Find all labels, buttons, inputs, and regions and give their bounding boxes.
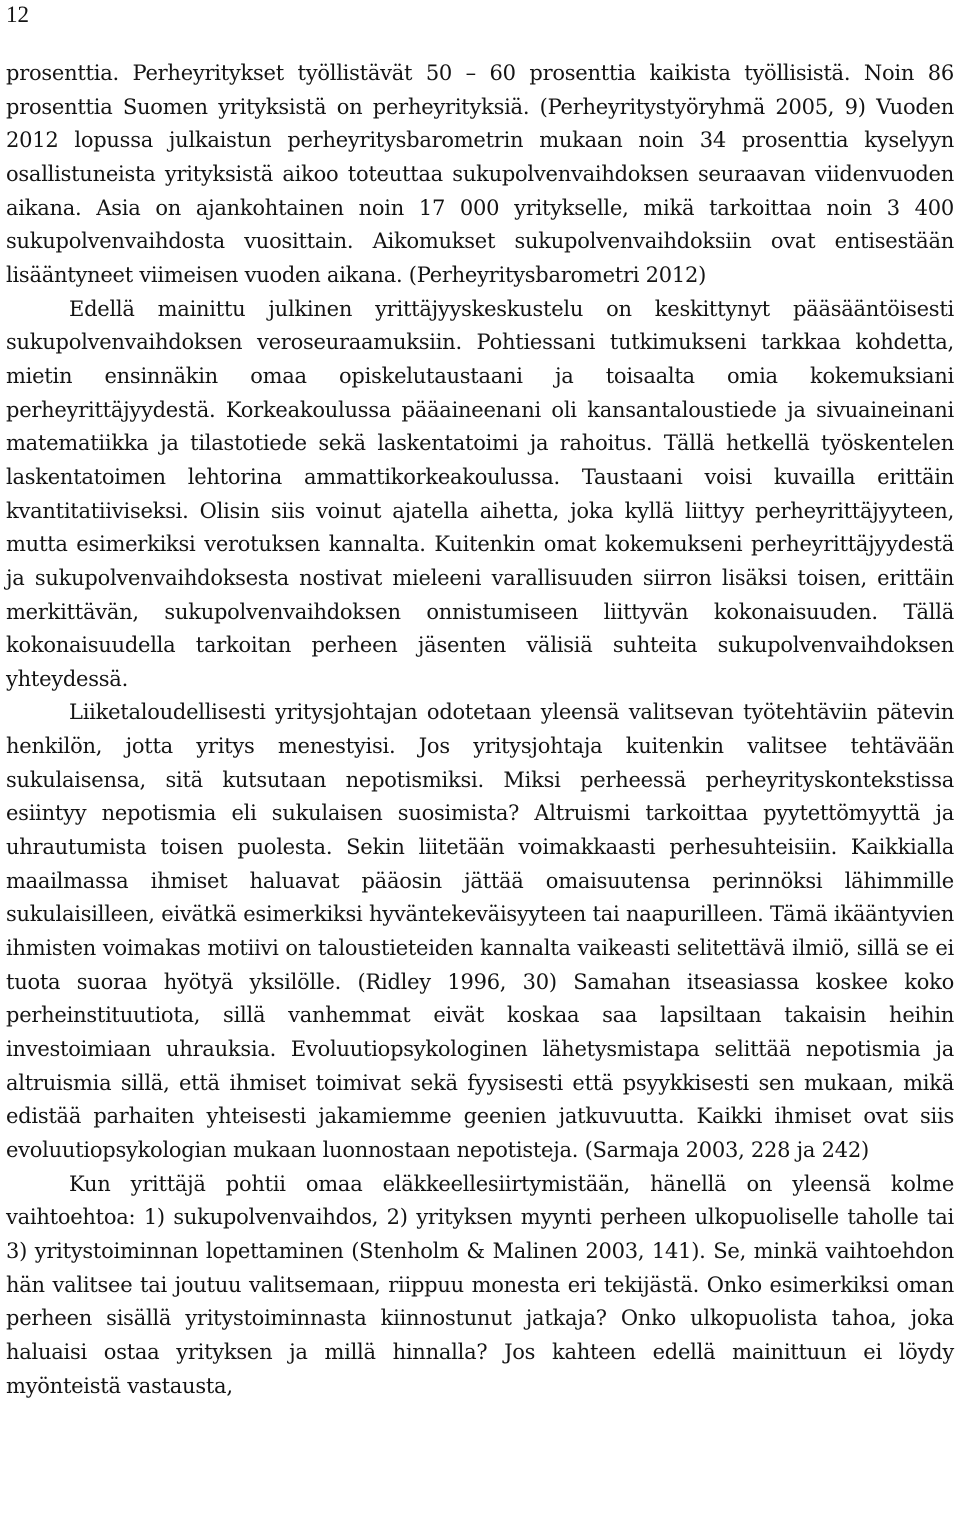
paragraph-3: Liiketaloudellisesti yritysjohtajan odotetaan yleensä valitsevan työtehtäviin pätevin henkilön, jotta yritys menestyisi. Jos yritysjohtaja kuitenkin valitsee tehtävään sukulaisensa, sitä kutsutaan nepotismiksi. Miksi perheessä perheyrityskontekstissa esiintyy nepotismia eli sukulaisen suosimista? Altruismi tarkoittaa pyytettömyyttä ja uhrautumista toisen puolesta. Sekin liitetään voimakkaasti perhesuhteisiin. Kaikkialla maailmassa ihmiset haluavat pääosin jättää omaisuutensa perinnöksi lähimmille sukulaisilleen, eivätkä esimerkiksi hyväntekeväisyyteen tai naapurilleen. Tämä ikääntyvien ihmisten voimakas motiivi on taloustieteiden kannalta vaikeasti selitettävä ilmiö, sillä se ei tuota suoraa hyötyä yksilölle. (Ridley 1996, 30) Samahan itseasiassa koskee koko perheinstituutiota, sillä vanhemmat eivät koskaa saa lapsiltaan takaisin heihin investoimiaan uhrauksia. Evoluutiopsykologinen lähetysmistapa selittää nepotismia ja altruismia sillä, että ihmiset toimivat sekä fyysisesti että psyykkisesti sen mukaan, mikä edistää parhaiten yhteisesti jakamiemme geenien jatkuvuutta. Kaikki ihmiset ovat siis evoluutiopsykologian mukaan luonnostaan nepotisteja. (Sarmaja 2003, 228 ja 242) <box>6 700 954 1162</box>
paragraph-2: Edellä mainittu julkinen yrittäjyyskeskustelu on keskittynyt pääsääntöisesti sukupolvenvaihdoksen veroseuraamuksiin. Pohtiessani tutkimukseni tarkkaa kohdetta, mietin ensinnäkin omaa opiskelutaustaani ja toisaalta omia kokemuksiani perheyrittäjyydestä. Korkeakoulussa pääaineenani oli kansantaloustiede ja sivuaineinani matematiikka ja tilastotiede sekä laskentatoimi ja rahoitus. Tällä hetkellä työskentelen laskentatoimen lehtorina ammattikorkeakoulussa. Taustaani voisi kuvailla erittäin kvantitatiiviseksi. Olisin siis voinut ajatella aihetta, joka kyllä liittyy perheyrittäjyyteen, mutta esimerkiksi verotuksen kannalta. Kuitenkin omat kokemukseni perheyrittäjyydestä ja sukupolvenvaihdoksesta nostivat mieleeni varallisuuden siirron lisäksi toisen, erittäin merkittävän, sukupolvenvaihdoksen onnistumiseen liittyvän kokonaisuuden. Tällä kokonaisuudella tarkoitan perheen jäsenten välisiä suhteita sukupolvenvaihdoksen yhteydessä. <box>6 296 954 691</box>
paragraph-4: Kun yrittäjä pohtii omaa eläkkeellesiirtymistään, hänellä on yleensä kolme vaihtoehtoa: 1) sukupolvenvaihdos, 2) yrityksen myynti perheen ulkopuoliselle taholle tai 3) yritystoiminnan lopettaminen (Stenholm & Malinen 2003, 141). Se, minkä vaihtoehdon hän valitsee tai joutuu valitsemaan, riippuu monesta eri tekijästä. Onko esimerkiksi oman perheen sisällä yritystoiminnasta kiinnostunut jatkaja? Onko ulkopuolista tahoa, joka haluaisi ostaa yrityksen ja millä hinnalla? Jos kahteen edellä mainittuun ei löydy myönteistä vastausta, <box>6 1171 954 1398</box>
document-body <box>6 57 954 1403</box>
paragraph-1: prosenttia. Perheyritykset työllistävät 50 – 60 prosenttia kaikista työllisistä. Noin 86 prosenttia Suomen yrityksistä on perheyrityksiä. (Perheyritystyöryhmä 2005, 9) Vuoden 2012 lopussa julkaistun perheyritysbarometrin mukaan noin 34 prosenttia kyselyyn osallistuneista yrityksistä aikoo toteuttaa sukupolvenvaihdoksen seuraavan viidenvuoden aikana. Asia on ajankohtainen noin 17 000 yritykselle, mikä tarkoittaa noin 3 400 sukupolvenvaihdosta vuosittain. Aikomukset sukupolvenvaihdoksiin ovat entisestään lisääntyneet viimeisen vuoden aikana. (Perheyritysbarometri 2012) <box>6 61 954 287</box>
page-number: 12 <box>6 2 29 27</box>
